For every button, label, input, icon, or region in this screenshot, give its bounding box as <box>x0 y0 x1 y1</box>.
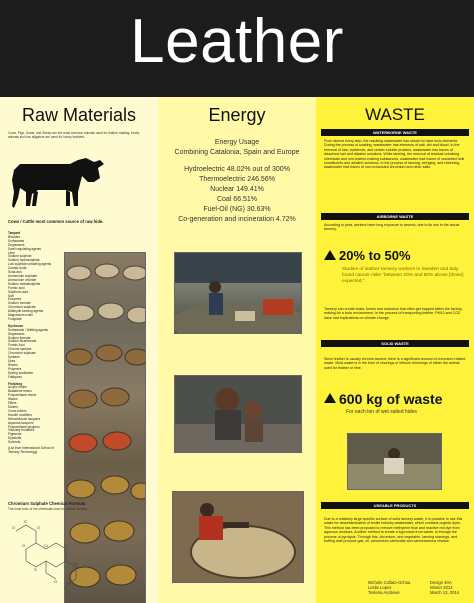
list-item: Sodium metabisulphite <box>8 281 41 286</box>
waste-title: WASTE <box>365 105 425 124</box>
list-item: Ammonium chloride <box>8 277 37 282</box>
list-item: Polyurethane lacquers <box>8 424 40 429</box>
list-item: Biocides <box>8 234 21 239</box>
list-item: Dyes <box>8 359 16 363</box>
list-item: Aqueous lacquers <box>8 420 34 425</box>
list-item: Handle modifiers <box>8 412 32 417</box>
source-note: (List from International School of Tanning Technology) <box>8 446 54 454</box>
svg-text:S: S <box>34 567 37 572</box>
credits-names <box>368 580 410 596</box>
list-item: Chromium sulphate <box>8 351 36 356</box>
tannery-worker-illustration <box>175 253 302 334</box>
energy-line: Co-generation and incineration 4.72% <box>178 216 296 223</box>
svg-text:O: O <box>64 543 68 548</box>
stat-waste-kg-value: 600 kg of waste <box>339 391 443 407</box>
list-item: Caustic soda <box>8 266 27 271</box>
energy-breakdown-list <box>158 165 316 225</box>
list-item: Salt <box>8 293 14 298</box>
raw-intro: Cows, Pigs, Goats, and Sheep are the most common animals used for leather making; exotic animals such as alligators are used for luxury leathers. <box>8 131 140 139</box>
list-item: Magnesium oxide <box>8 313 33 318</box>
list-item: Nitrocellulose lacquers <box>8 416 41 421</box>
list-item: Formic acid <box>8 285 25 290</box>
page-title: Leather <box>130 7 344 76</box>
list-item: Chrome syntans <box>8 347 32 352</box>
energy-line: Thermoelectric 246.56% <box>199 176 275 183</box>
children-illustration <box>175 376 302 453</box>
list-item: Cross-linkers <box>8 408 27 413</box>
svg-text:O: O <box>64 585 68 590</box>
list-item: Enzymes <box>8 297 22 302</box>
energy-line: Hydroelectric 48.02% out of 300% <box>184 166 290 173</box>
cow-caption: Cows / Cattle most common source of raw hide. <box>8 219 104 224</box>
list-item: Aldehyde tanning agents <box>8 309 44 314</box>
list-item: Sodium bicarbonate <box>8 339 37 344</box>
svg-text:Cr: Cr <box>44 543 49 548</box>
credits-footer <box>316 580 474 603</box>
list-item: Sodium formate <box>8 335 31 340</box>
list-item: Resins <box>8 362 18 367</box>
list-item: Lime <box>8 250 15 255</box>
list-item: Chromium sulphate <box>8 305 36 310</box>
cow-silhouette-icon <box>8 152 108 212</box>
raw-materials-column <box>0 97 158 603</box>
tannery-worker-photo <box>174 252 302 334</box>
list-item: Dullers <box>8 404 18 409</box>
course-name: Design 40A <box>430 580 452 585</box>
airborne-text: According to peta, workers have long exposure to arsenic, due to its use in the actual tannery. <box>324 223 460 232</box>
list-item: Syntans <box>8 355 20 360</box>
list-item: Sodium formate <box>8 301 31 306</box>
formula-heading: Chromium Sulphate Chemical Formula <box>8 501 86 506</box>
list-item: Sodium sulphide <box>8 254 32 259</box>
course-date: March 13, 2014 <box>430 590 460 596</box>
hide-washing-illustration <box>348 434 442 490</box>
energy-column <box>158 97 316 603</box>
svg-text:O: O <box>37 525 41 530</box>
list-item: Sodium hydrosulphide <box>8 258 40 263</box>
chromium-sulphate-structure-diagram <box>10 517 90 593</box>
useable-products-text: Due to a relatively large specific surface of solid tannery waste, it is possible to use this waste for decontamination of textile industry wastewater, which contains organic dyes. This method has been proposed to remove methylene blue and reactive red dye from aqueous residues. Another method to create a byproduct from waste, is through the process of pyrolysis. Through this, chromium- and vegetable- tanning shavings, and buffing dust produce gas, oil, ammonium carbonate and carbonaceous residue. <box>324 517 463 544</box>
list-item: Degreasers <box>8 331 25 336</box>
list-item: Acrylic resins <box>8 385 27 390</box>
energy-line: Nuclear 149.41% <box>210 186 264 193</box>
list-item: Butadiene resins <box>8 389 32 394</box>
energy-line: Coal 66.51% <box>216 196 258 203</box>
list-item: Waxes <box>8 397 18 402</box>
arrow-up-icon <box>324 393 336 405</box>
energy-usage-sub: Combining Catalonia, Spain and Europe <box>174 149 300 156</box>
waterborne-label: WATERBORNE WASTE <box>321 129 469 136</box>
waterborne-text: From almost every step, the resulting wastewater has shown to have toxic elements. During the process of soaking, wastewater has elements of salt, dirt and blood. In the removal of hair, epidermis, and certain soluble proteins, wastewater has traces of dissolved hair and alkaline solutions. While tanning, the removal of residual unhairing chemicals and non-leather-making substances, wastewater had traces of unwanted hide constituents and alkaline solutions. In the process of tanning, wringing, and retanning, wastewater had traces of non-exhausted chromium and other salts. <box>324 139 465 170</box>
energy-usage-heading: Energy Usage <box>214 139 260 146</box>
list-item: Soda ash <box>8 270 22 275</box>
arrow-up-icon <box>324 250 336 262</box>
credit-name-1: Michele Collato-Ochoa <box>368 580 411 585</box>
header-banner <box>0 0 474 97</box>
list-item: Fillers <box>8 401 17 406</box>
list-item: Degreasers <box>8 242 25 247</box>
list-item: Surfactants <box>8 238 25 243</box>
course-term: Winter 2014 <box>430 585 453 591</box>
solid-waste-label: SOLID WASTE <box>321 340 469 347</box>
svg-text:Cr: Cr <box>74 561 79 566</box>
list-item: Pigments <box>8 432 22 437</box>
raw-materials-title: Raw Materials <box>21 105 137 125</box>
list-item: Dyestuffs <box>8 436 22 441</box>
tanning-pit-illustration <box>173 492 304 583</box>
svg-text:O: O <box>12 525 16 530</box>
list-item: Fungicide <box>8 316 22 321</box>
children-photo <box>174 375 302 453</box>
svg-text:O: O <box>22 543 26 548</box>
energy-line: Fuel-Oil (NG) 30.63% <box>203 206 271 213</box>
svg-text:O: O <box>54 579 58 584</box>
list-item: Polymers <box>8 366 22 371</box>
list-item: Low sulphide unhairing agents <box>8 262 52 267</box>
solid-waste-text: Since leather is usually chrome-tanned, there is a significant amount of chromium related waste. Most waste is in the form of shavings or leftover trimmings of either the animal used for leather or lime. <box>324 357 466 370</box>
list-item: Fatliquors <box>8 374 22 379</box>
airborne-label: AIRBORNE WASTE <box>321 213 469 220</box>
svg-text:S: S <box>24 519 27 524</box>
credit-name-2: Leslie Lopez <box>368 585 392 591</box>
finishing-heading: Finishing <box>8 381 23 386</box>
list-item: Surfactants / Wetting agents <box>8 327 48 332</box>
list-item: Viscosity modifiers <box>8 428 35 433</box>
waste-column <box>316 97 474 603</box>
list-item: Dyeing auxiliaries <box>8 370 33 375</box>
list-item: Ammonium sulphate <box>8 273 38 278</box>
tanyard-list <box>8 232 58 455</box>
list-item: Sulphuric acid <box>8 289 29 294</box>
formula-caption: The most toxic of the chemicals used in Leather tanning. <box>8 507 88 511</box>
stat-cancer-risk-text: Studies of leather-tannery workers in Sweden and Italy found cancer risks "between 20% and 50% above [those] expected." <box>342 267 464 284</box>
list-item: Solvents <box>8 440 21 445</box>
hide-washing-photo <box>347 433 442 490</box>
credits-course <box>430 580 459 596</box>
tannery-dust-text: Tannery can create dusts, fumes and malodors that often get trapped within the factory, making for a toxic environment. In the process of transporting leather, PM10 and CO2 have had implications on climate change. <box>324 307 463 320</box>
credit-name-3: Tesleria Andrews <box>368 590 400 596</box>
stat-cancer-risk-value: 20% to 50% <box>339 248 411 263</box>
stat-waste-kg-sub: For each ton of wet salted hides <box>346 409 417 415</box>
energy-title: Energy <box>208 105 266 125</box>
stat-waste-kg <box>324 391 443 407</box>
tanning-pit-photo <box>172 491 304 583</box>
stat-cancer-risk <box>324 248 411 263</box>
dyehouse-heading: Dyehouse <box>8 323 24 328</box>
list-item: Polyurethane resins <box>8 393 37 398</box>
list-item: Swell regulating agents <box>8 246 41 251</box>
list-item: Formic Acid <box>8 343 25 348</box>
useable-products-label: USEABLE PRODUCTS <box>321 502 469 509</box>
tanyard-heading: Tanyard <box>8 231 21 235</box>
